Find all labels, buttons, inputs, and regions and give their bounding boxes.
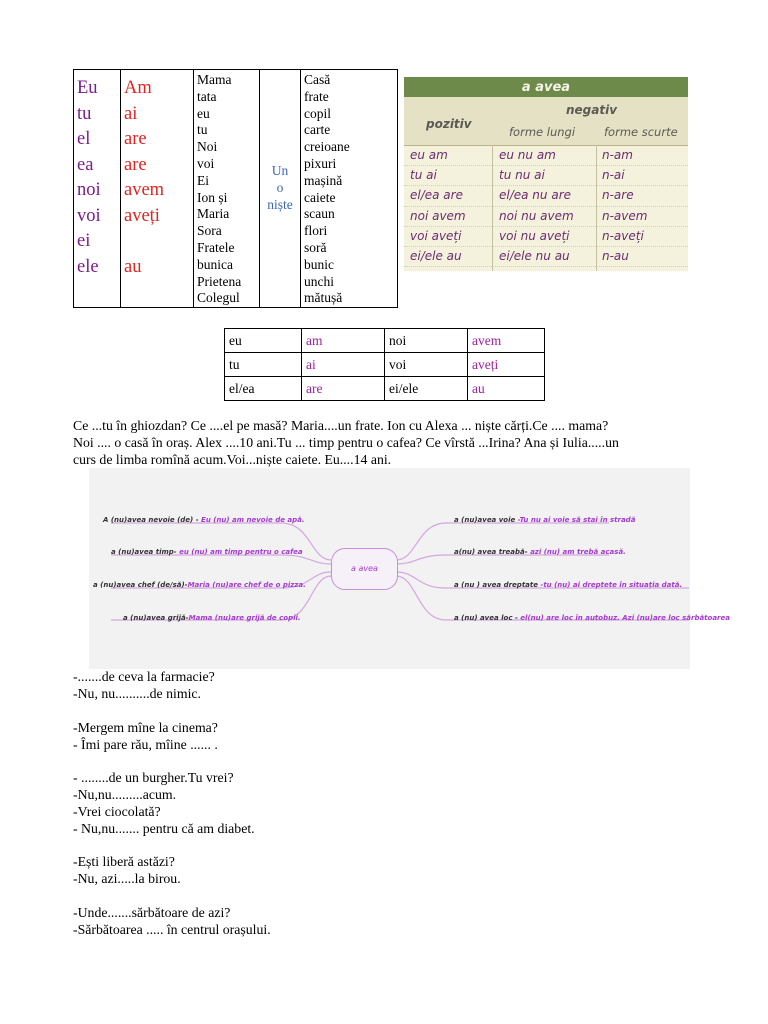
dialogue-line: -.......de ceva la farmacie? — [73, 669, 215, 684]
pronoun: el — [77, 129, 91, 149]
mind-map-node: a (nu ) avea dreptate -tu (nu) ai dreptete în situația dată. — [454, 581, 683, 589]
verb-column — [121, 70, 194, 308]
object: pixuri — [304, 155, 337, 171]
subject: tata — [197, 88, 217, 104]
book-rows — [404, 146, 688, 267]
pronoun-cell: ei/ele — [385, 377, 468, 401]
mind-map-node: a (nu)avea grijă-Mama (nu)are grijă de copii. — [123, 614, 301, 622]
pronoun: ea — [77, 154, 94, 175]
object: creioane — [304, 139, 350, 155]
subject: Mama — [197, 72, 232, 87]
col-negative: negativ — [566, 103, 618, 117]
dialogue-line: -Ești liberă astăzi? — [73, 854, 175, 869]
subject: Prietena — [197, 273, 242, 289]
article: Un — [271, 163, 289, 179]
subject: voi — [197, 155, 215, 171]
dialogue-line: -Nu, azi.....la birou. — [73, 871, 181, 886]
book-row: ei/ele au ei/ele nu au n-au — [404, 247, 688, 267]
verb-form: Am — [124, 78, 152, 98]
verb-form: are — [124, 154, 147, 175]
exercise-line: curs de limba romînă acum.Voi...niște caiete. Eu....14 ani. — [73, 452, 392, 467]
object: unchi — [304, 273, 334, 289]
verb-cell: au — [468, 377, 545, 401]
article: o — [276, 180, 284, 196]
dialogue-line: - ........de un burgher.Tu vrei? — [73, 770, 234, 785]
mind-map-node: a (nu)avea chef (de/să)-Maria (nu)are chef de o pizza. — [93, 581, 306, 589]
subject: eu — [197, 105, 210, 121]
pronoun-cell: tu — [225, 353, 302, 377]
object: scaun — [304, 206, 335, 222]
mind-map-center: a avea — [331, 548, 398, 590]
verb-cell: am — [302, 329, 385, 353]
pronoun-column — [74, 70, 121, 308]
exercise-line: Noi .... o casă în oraș. Alex ....10 ani.Tu ... timp pentru o cafea? Ce vîrstă ...Irina? Ana și Iulia.....un — [73, 435, 619, 450]
object: mătușă — [304, 290, 343, 306]
dialogue-line: - Îmi pare rău, mîine ...... . — [73, 737, 218, 752]
subject: Maria — [197, 206, 230, 222]
verb-summary-table — [224, 328, 545, 401]
verb-form: aveți — [124, 205, 160, 226]
pronoun: noi — [77, 180, 101, 200]
mind-map-node: a (nu)avea timp- eu (nu) am timp pentru o cafea — [111, 548, 303, 556]
subject: bunica — [197, 256, 233, 272]
col-short: forme scurte — [604, 125, 678, 139]
dialogue-line: -Vrei ciocolată? — [73, 804, 161, 819]
pronoun: voi — [77, 205, 101, 226]
exercise-line: Ce ...tu în ghiozdan? Ce ....el pe masă? Maria....un frate. Ion cu Alexa ... niște cărți.Ce .... mama? — [73, 418, 609, 433]
verb-cell: aveți — [468, 353, 545, 377]
mind-map-node: a (nu) avea loc - el(nu) are loc în autobuz. Azi (nu)are loc sărbătoarea — [454, 614, 730, 622]
pronoun: tu — [77, 103, 92, 124]
object: flori — [304, 223, 328, 239]
table-row — [225, 377, 545, 401]
conjugation-table — [73, 69, 398, 308]
object: caiete — [304, 189, 336, 205]
object: bunic — [304, 256, 334, 272]
subject: tu — [197, 122, 208, 138]
verb-form: avem — [124, 180, 165, 200]
object: mașină — [304, 172, 343, 188]
pronoun: ele — [77, 256, 99, 277]
col-positive: pozitiv — [426, 117, 472, 131]
article: niște — [267, 196, 293, 212]
verb-form — [124, 229, 193, 255]
mind-map-node: A (nu)avea nevoie (de) - Eu (nu) am nevoie de apă. — [103, 516, 305, 524]
subject: Noi — [197, 139, 218, 155]
verb-form: au — [124, 256, 142, 277]
subject-column — [194, 70, 260, 308]
verb-cell: are — [302, 377, 385, 401]
subject: Fratele — [197, 239, 235, 255]
pronoun: Eu — [77, 78, 98, 98]
verb-form: are — [124, 129, 147, 149]
book-row: tu ai tu nu ai n-ai — [404, 166, 688, 186]
a-avea-textbook-table — [404, 77, 688, 271]
dialogue-line: -Nu,nu.........acum. — [73, 787, 177, 802]
pronoun-cell: eu — [225, 329, 302, 353]
subject: Colegul — [197, 290, 240, 306]
table-row — [225, 329, 545, 353]
pronoun-cell: noi — [385, 329, 468, 353]
dialogue-line: -Unde.......sărbătoare de azi? — [73, 905, 231, 920]
table-row — [225, 353, 545, 377]
dialogue-line: -Sărbătoarea ..... în centrul orașului. — [73, 922, 271, 937]
book-row: noi avem noi nu avem n-avem — [404, 207, 688, 227]
subject: Ei — [197, 172, 209, 188]
verb-form: ai — [124, 103, 138, 124]
pronoun-cell: voi — [385, 353, 468, 377]
mind-map — [89, 468, 730, 669]
object: frate — [304, 88, 329, 104]
object: carte — [304, 122, 331, 138]
object: Casă — [304, 72, 331, 87]
pronoun: ei — [77, 231, 91, 251]
book-title: a avea — [404, 77, 688, 97]
verb-cell: ai — [302, 353, 385, 377]
object: soră — [304, 239, 327, 255]
subject: Sora — [197, 223, 222, 239]
book-row: el/ea are el/ea nu are n-are — [404, 186, 688, 206]
mind-map-node: a (nu)avea voie -Tu nu ai voie să stai în stradă — [454, 516, 636, 524]
object-column — [301, 70, 398, 308]
dialogue-line: -Nu, nu..........de nimic. — [73, 686, 201, 701]
object: copil — [304, 105, 331, 121]
book-column-headers — [404, 97, 688, 146]
pronoun-cell: el/ea — [225, 377, 302, 401]
verb-cell: avem — [468, 329, 545, 353]
article-column — [260, 70, 301, 308]
dialogue-line: - Nu,nu....... pentru că am diabet. — [73, 821, 255, 836]
dialogue-line: -Mergem mîne la cinema? — [73, 720, 218, 735]
subject: Ion și — [197, 189, 228, 205]
book-row: eu am eu nu am n-am — [404, 146, 688, 166]
col-long: forme lungi — [509, 125, 576, 139]
book-row: voi aveți voi nu aveți n-aveți — [404, 227, 688, 247]
mind-map-node: a(nu) avea treabă- azi (nu) am trebă acasă. — [454, 548, 626, 556]
